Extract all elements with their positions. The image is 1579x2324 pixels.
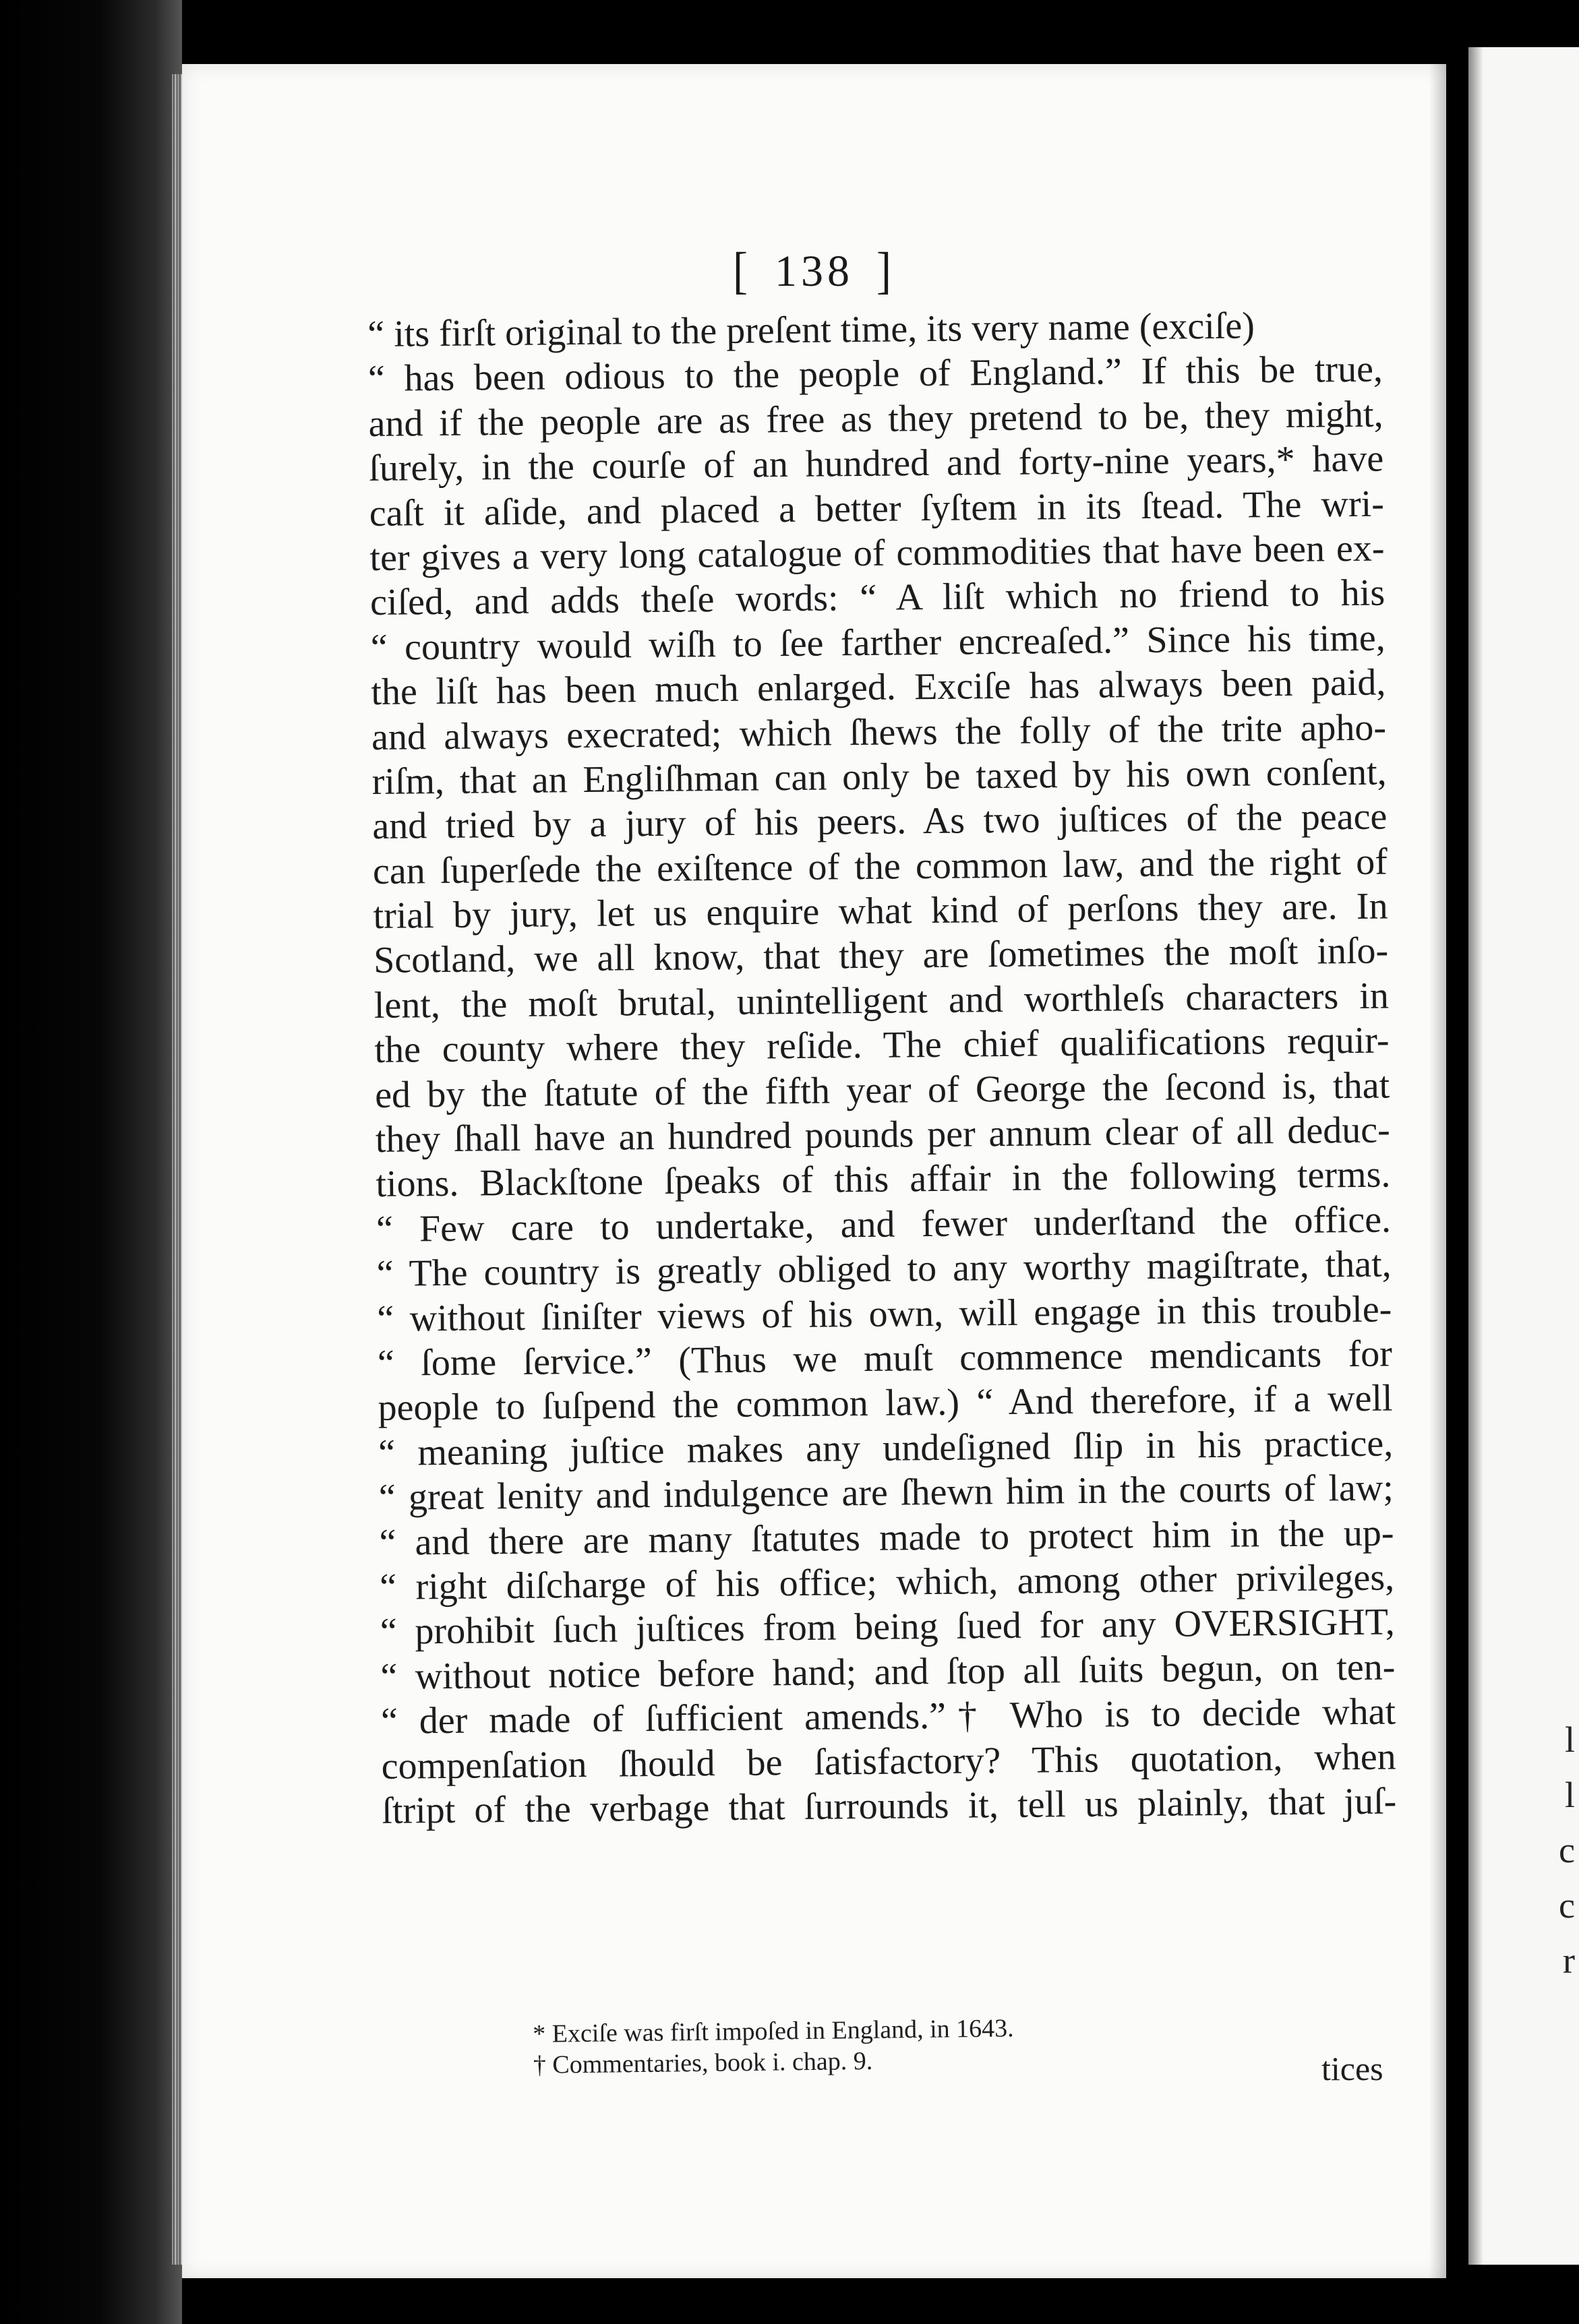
fragment-letter: c (1559, 1830, 1575, 1870)
text-line: “ without notice before hand; and ſtop all ſuits begun, on ten- (380, 1646, 1396, 1698)
fragment-letter: r (1563, 1940, 1575, 1981)
body-text (367, 303, 1397, 1834)
specks (27, 404, 46, 419)
text-line: riſm, that an Engliſhman can only be taxed by his own conſent, (371, 751, 1387, 803)
text-line: Scotland, we all know, that they are ſometimes the moſt inſo- (373, 929, 1389, 982)
facing-page-edge (1468, 47, 1579, 2265)
text-line: “ has been odious to the people of England.” If this be true, (367, 348, 1383, 400)
text-line: caſt it aſide, and placed a better ſyſtem in its ſtead. The wri- (369, 483, 1385, 534)
fragment-letter: l (1564, 1775, 1575, 1815)
text-line: ciſed, and adds theſe words: “ A liſt which no friend to his (369, 572, 1386, 624)
text-line: “ prohibit ſuch juſtices from being ſued for any OVERSIGHT, (380, 1601, 1396, 1653)
footnote: * Exciſe was firſt impoſed in England, in 1643. (533, 2014, 1014, 2048)
footnotes (533, 2010, 1275, 2081)
text-line: ed by the ſtatute of the fifth year of George the ſecond is, that (374, 1064, 1390, 1116)
text-line: lent, the moſt brutal, unintelligent and worthleſs characters in (374, 975, 1390, 1027)
right-bracket: ] (876, 243, 895, 300)
text-line: tions. Blackſtone ſpeaks of this affair in the following terms. (376, 1153, 1391, 1206)
page-number: 138 (775, 247, 854, 296)
text-line: “ its firſt original to the preſent time, its very name (exciſe) (367, 305, 1255, 355)
text-line: trial by jury, let us enquire what kind of perſons they are. In (373, 885, 1388, 938)
text-line: “ without ſiniſter views of his own, will engage in this trouble- (377, 1288, 1392, 1340)
text-line: can ſuperſede the exiſtence of the common law, and the right of (372, 840, 1388, 892)
text-line: and tried by a jury of his peers. As two juſtices of the peace (372, 795, 1388, 848)
text-line: “ right diſcharge of his office; which, among other privileges, (379, 1556, 1395, 1608)
text-line: “ der made of ſufficient amends.”† Who is to decide what (380, 1690, 1396, 1743)
text-line: “ and there are many ſtatutes made to protect him in the up- (379, 1512, 1394, 1564)
text-line: they ſhall have an hundred pounds per annum clear of all deduc- (375, 1109, 1391, 1161)
text-line: “ great lenity and indulgence are ſhewn him in the courts of law; (378, 1467, 1394, 1519)
text-line: the liſt has been much enlarged. Exciſe has always been paid, (371, 661, 1386, 714)
text-line: and always execrated; which ſhews the folly of the trite apho- (371, 706, 1387, 758)
text-line: ſurely, in the courſe of an hundred and forty-nine years,* have (368, 437, 1384, 490)
text-line: the county where they reſide. The chief qualifications requir- (374, 1019, 1390, 1072)
text-line: people to ſuſpend the common law.) “ And therefore, if a well (378, 1377, 1393, 1430)
text-line: and if the people are as free as they pretend to be, they might, (368, 393, 1383, 445)
text-line: “ country would wiſh to ſee farther encreaſed.” Since his time, (370, 617, 1386, 669)
text-line: “ meaning juſtice makes any undeſigned ſlip in his practice, (378, 1422, 1394, 1474)
text-line: compenſation ſhould be ſatisfactory? This quotation, when (381, 1735, 1396, 1787)
specks (47, 438, 59, 449)
text-line: ſtript of the verbage that ſurrounds it, tell us plainly, that juſ- (382, 1780, 1397, 1832)
catchword: tices (1321, 2050, 1383, 2087)
left-bracket: [ (733, 243, 752, 300)
fragment-letter: l (1564, 1719, 1575, 1760)
text-line: ter gives a very long catalogue of commodities that have been ex- (369, 527, 1385, 579)
facing-page-text-fragments (1548, 1712, 1575, 1988)
text-line: “ Few care to undertake, and fewer underſtand the office. (376, 1198, 1392, 1250)
text-line: “ The country is greatly obliged to any worthy magiſtrate, that, (376, 1243, 1392, 1295)
text-line: “ ſome ſervice.” (Thus we muſt commence mendicants for (377, 1333, 1393, 1384)
book-spine-shadow (0, 0, 182, 2324)
footnote: † Commentaries, book i. chap. 9. (533, 2046, 873, 2079)
page-header (182, 243, 1446, 300)
fragment-letter: c (1559, 1885, 1575, 1926)
book-page (182, 64, 1446, 2278)
